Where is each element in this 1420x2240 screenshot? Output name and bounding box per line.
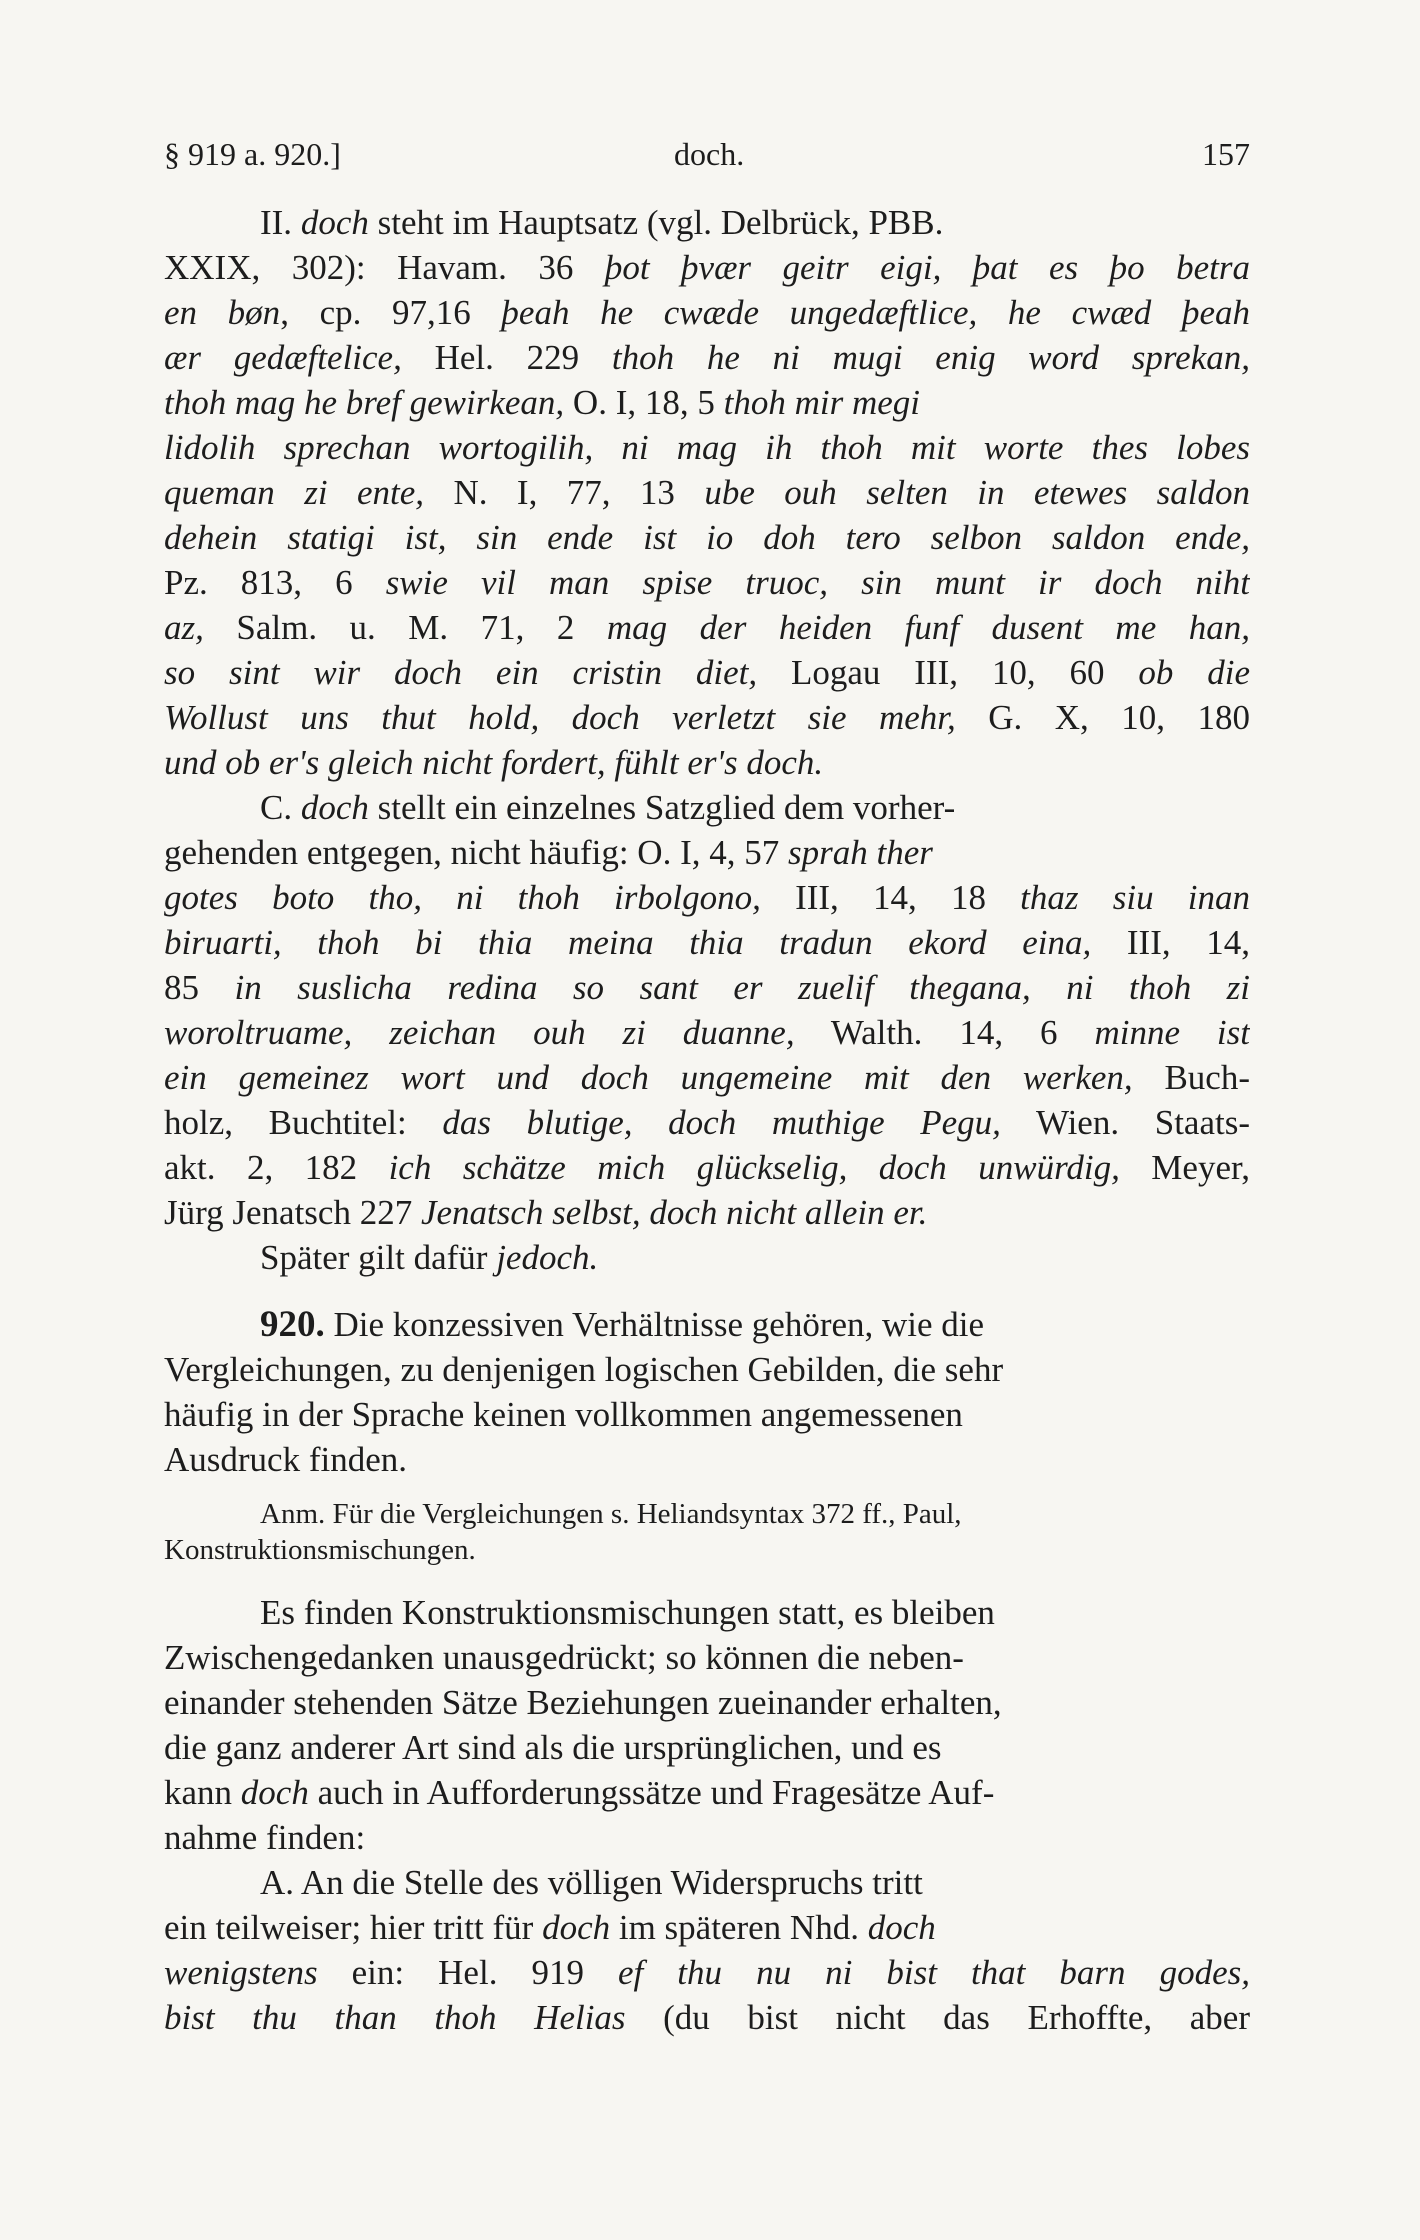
annotation-note	[164, 1496, 1250, 1568]
text-line: holz, Buchtitel: das blutige, doch muthige Pegu, Wien. Staats-	[164, 1103, 1250, 1142]
text-line: Es finden Konstruktionsmischungen statt, es bleiben	[260, 1593, 995, 1632]
text-line: gotes boto tho, ni thoh irbolgono, III, 14, 18 thaz siu inan	[164, 878, 1250, 917]
text-line: C. doch stellt ein einzelnes Satzglied dem vorher-	[260, 788, 956, 827]
text-line: queman zi ente, N. I, 77, 13 ube ouh selten in etewes saldon	[164, 473, 1250, 512]
text-line: XXIX, 302): Havam. 36 þot þvær geitr eigi, þat es þo betra	[164, 248, 1250, 287]
text-line: II. doch steht im Hauptsatz (vgl. Delbrück, PBB.	[260, 203, 944, 242]
text-line: einander stehenden Sätze Beziehungen zueinander erhalten,	[164, 1683, 1002, 1722]
page-body	[164, 200, 1250, 2040]
page-number: 157	[1202, 136, 1250, 172]
text-line: 85 in suslicha redina so sant er zuelif thegana, ni thoh zi	[164, 968, 1250, 1007]
paragraph-A	[164, 1860, 1250, 2040]
section-number: 920.	[260, 1304, 325, 1345]
paragraph-II	[164, 200, 1250, 785]
text-line: ein teilweiser; hier tritt für doch im späteren Nhd. doch	[164, 1908, 936, 1947]
text-line: az, Salm. u. M. 71, 2 mag der heiden funf dusent me han,	[164, 608, 1250, 647]
text-line: akt. 2, 182 ich schätze mich glückselig, doch unwürdig, Meyer,	[164, 1148, 1250, 1187]
running-header	[164, 136, 1250, 176]
paragraph-es-finden	[164, 1590, 1250, 1860]
section-reference: § 919 a. 920.]	[164, 136, 341, 172]
text-line: biruarti, thoh bi thia meina thia tradun ekord eina, III, 14,	[164, 923, 1250, 962]
text-line: woroltruame, zeichan ouh zi duanne, Walth. 14, 6 minne ist	[164, 1013, 1250, 1052]
text-line: häufig in der Sprache keinen vollkommen angemessenen	[164, 1395, 963, 1434]
text-line: Jürg Jenatsch 227 Jenatsch selbst, doch nicht allein er.	[164, 1193, 928, 1232]
text-line: und ob er's gleich nicht fordert, fühlt er's doch.	[164, 743, 824, 782]
text-line: kann doch auch in Aufforderungssätze und Fragesätze Auf-	[164, 1773, 995, 1812]
note-line: Anm. Für die Vergleichungen s. Heliandsyntax 372 ff., Paul,	[260, 1498, 962, 1530]
text-line: ær gedæftelice, Hel. 229 thoh he ni mugi enig word sprekan,	[164, 338, 1250, 377]
text-line: Zwischengedanken unausgedrückt; so können die neben-	[164, 1638, 964, 1677]
text-line: lidolih sprechan wortogilih, ni mag ih thoh mit worte thes lobes	[164, 428, 1250, 467]
text-line: Wollust uns thut hold, doch verletzt sie mehr, G. X, 10, 180	[164, 698, 1250, 737]
text-line: bist thu than thoh Helias (du bist nicht das Erhoffte, aber	[164, 1998, 1250, 2037]
text-line: thoh mag he bref gewirkean, O. I, 18, 5 thoh mir megi	[164, 383, 920, 422]
note-line: Konstruktionsmischungen.	[164, 1534, 476, 1566]
text-line: so sint wir doch ein cristin diet, Logau III, 10, 60 ob die	[164, 653, 1250, 692]
text-line: Vergleichungen, zu denjenigen logischen Gebilden, die sehr	[164, 1350, 1004, 1389]
text-line: wenigstens ein: Hel. 919 ef thu nu ni bist that barn godes,	[164, 1953, 1250, 1992]
text-line: 920. Die konzessiven Verhältnisse gehören, wie die	[260, 1304, 985, 1345]
text-line: Pz. 813, 6 swie vil man spise truoc, sin munt ir doch niht	[164, 563, 1250, 602]
text-line: gehenden entgegen, nicht häufig: O. I, 4, 57 sprah ther	[164, 833, 933, 872]
running-title: doch.	[674, 136, 745, 172]
text-line: nahme finden:	[164, 1818, 366, 1857]
text-line: Ausdruck finden.	[164, 1440, 408, 1479]
text-line: dehein statigi ist, sin ende ist io doh tero selbon saldon ende,	[164, 518, 1250, 557]
text-line: die ganz anderer Art sind als die ursprünglichen, und es	[164, 1728, 942, 1767]
paragraph-C	[164, 785, 1250, 1280]
text-line: en bøn, cp. 97,16 þeah he cwæde ungedæftlice, he cwæd þeah	[164, 293, 1250, 332]
text-line: Später gilt dafür jedoch.	[260, 1238, 599, 1277]
text-line: ein gemeinez wort und doch ungemeine mit den werken, Buch-	[164, 1058, 1250, 1097]
text-line: A. An die Stelle des völligen Widerspruchs tritt	[260, 1863, 923, 1902]
section-920	[164, 1302, 1250, 1482]
